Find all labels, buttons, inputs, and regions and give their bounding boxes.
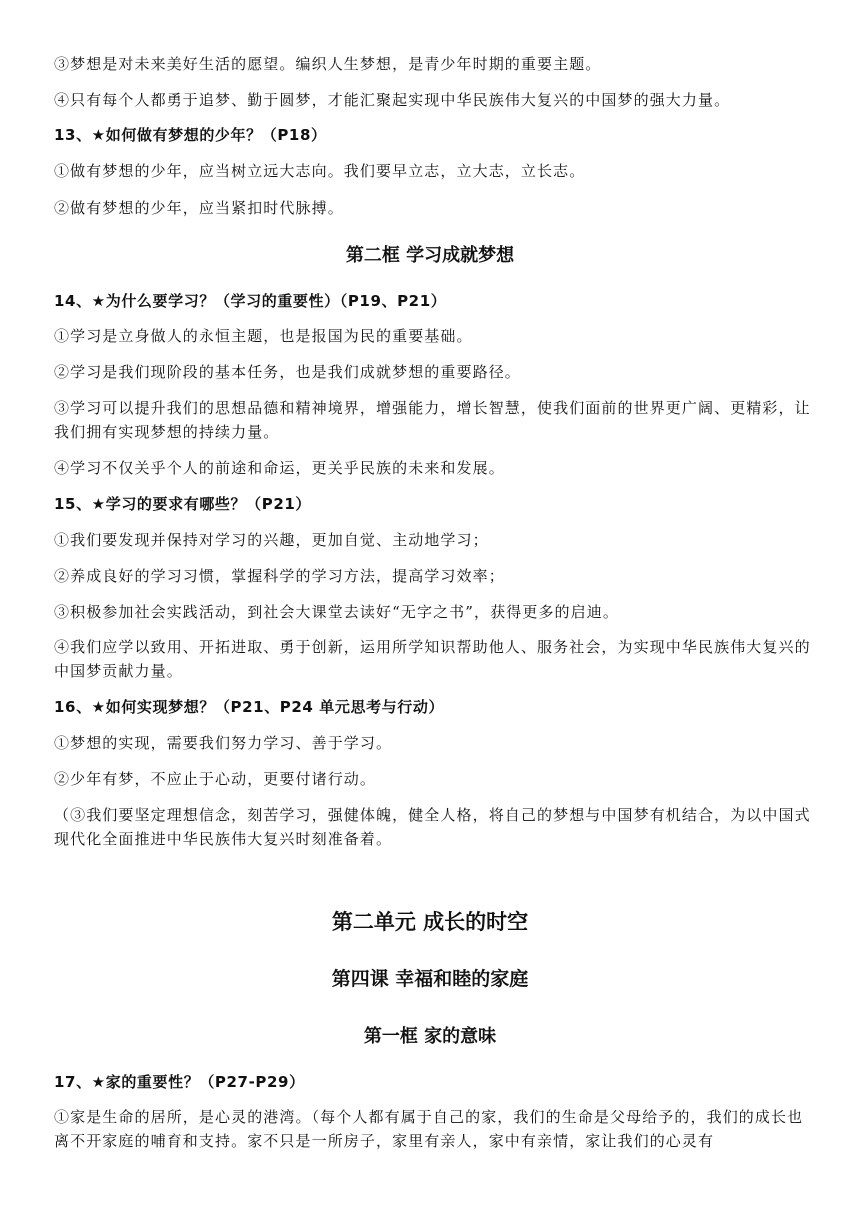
answer-item: ①家是生命的居所，是心灵的港湾。（每个人都有属于自己的家，我们的生命是父母给予的，我们的成长也离不开家庭的哺育和支持。家不只是一所房子，家里有亲人，家中有亲情，家让我们的心灵有 [54, 1108, 804, 1150]
answer-item: ①学习是立身做人的永恒主题，也是报国为民的重要基础。 [54, 327, 473, 345]
paragraph: ④只有每个人都勇于追梦、勤于圆梦，才能汇聚起实现中华民族伟大复兴的中国梦的强大力量。 [54, 91, 731, 109]
section-heading: 第二框 学习成就梦想 [345, 245, 515, 266]
answer-item: ①我们要发现并保持对学习的兴趣，更加自觉、主动地学习； [54, 531, 489, 549]
answer-item: ③积极参加社会实践活动，到社会大课堂去读好“无字之书”，获得更多的启迪。 [54, 603, 619, 621]
lesson-heading: 第四课 幸福和睦的家庭 [331, 968, 529, 990]
question-heading: 14、★为什么要学习？（学习的重要性）（P19、P21） [54, 292, 447, 310]
section-heading: 第一框 家的意味 [363, 1026, 497, 1047]
answer-item: ③学习可以提升我们的思想品德和精神境界，增强能力，增长智慧，使我们面前的世界更广阔、更精彩，让我们拥有实现梦想的持续力量。 [54, 399, 811, 441]
answer-item: ④学习不仅关乎个人的前途和命运，更关乎民族的未来和发展。 [54, 459, 505, 477]
answer-item: ②做有梦想的少年，应当紧扣时代脉搏。 [54, 199, 344, 217]
answer-item: ①梦想的实现，需要我们努力学习、善于学习。 [54, 734, 393, 752]
answer-item: ②少年有梦，不应止于心动，更要付诸行动。 [54, 770, 377, 788]
answer-item: ②学习是我们现阶段的基本任务，也是我们成就梦想的重要路径。 [54, 363, 521, 381]
answer-item: ①做有梦想的少年，应当树立远大志向。我们要早立志，立大志，立长志。 [54, 162, 586, 180]
answer-item: ②养成良好的学习习惯，掌握科学的学习方法，提高学习效率； [54, 567, 505, 585]
unit-heading: 第二单元 成长的时空 [331, 910, 529, 934]
answer-item: ④我们应学以致用、开拓进取、勇于创新，运用所学知识帮助他人、服务社会，为实现中华民族伟大复兴的中国梦贡献力量。 [54, 638, 811, 680]
question-heading: 15、★学习的要求有哪些？（P21） [54, 495, 311, 513]
question-heading: 17、★家的重要性？（P27-P29） [54, 1073, 305, 1091]
paragraph: ③梦想是对未来美好生活的愿望。编织人生梦想，是青少年时期的重要主题。 [54, 55, 602, 73]
answer-item: （③我们要坚定理想信念，刻苦学习，强健体魄，健全人格，将自己的梦想与中国梦有机结合，为以中国式现代化全面推进中华民族伟大复兴时刻准备着。 [54, 806, 811, 848]
question-heading: 13、★如何做有梦想的少年？（P18） [54, 126, 327, 144]
question-heading: 16、★如何实现梦想？（P21、P24 单元思考与行动） [54, 698, 445, 716]
